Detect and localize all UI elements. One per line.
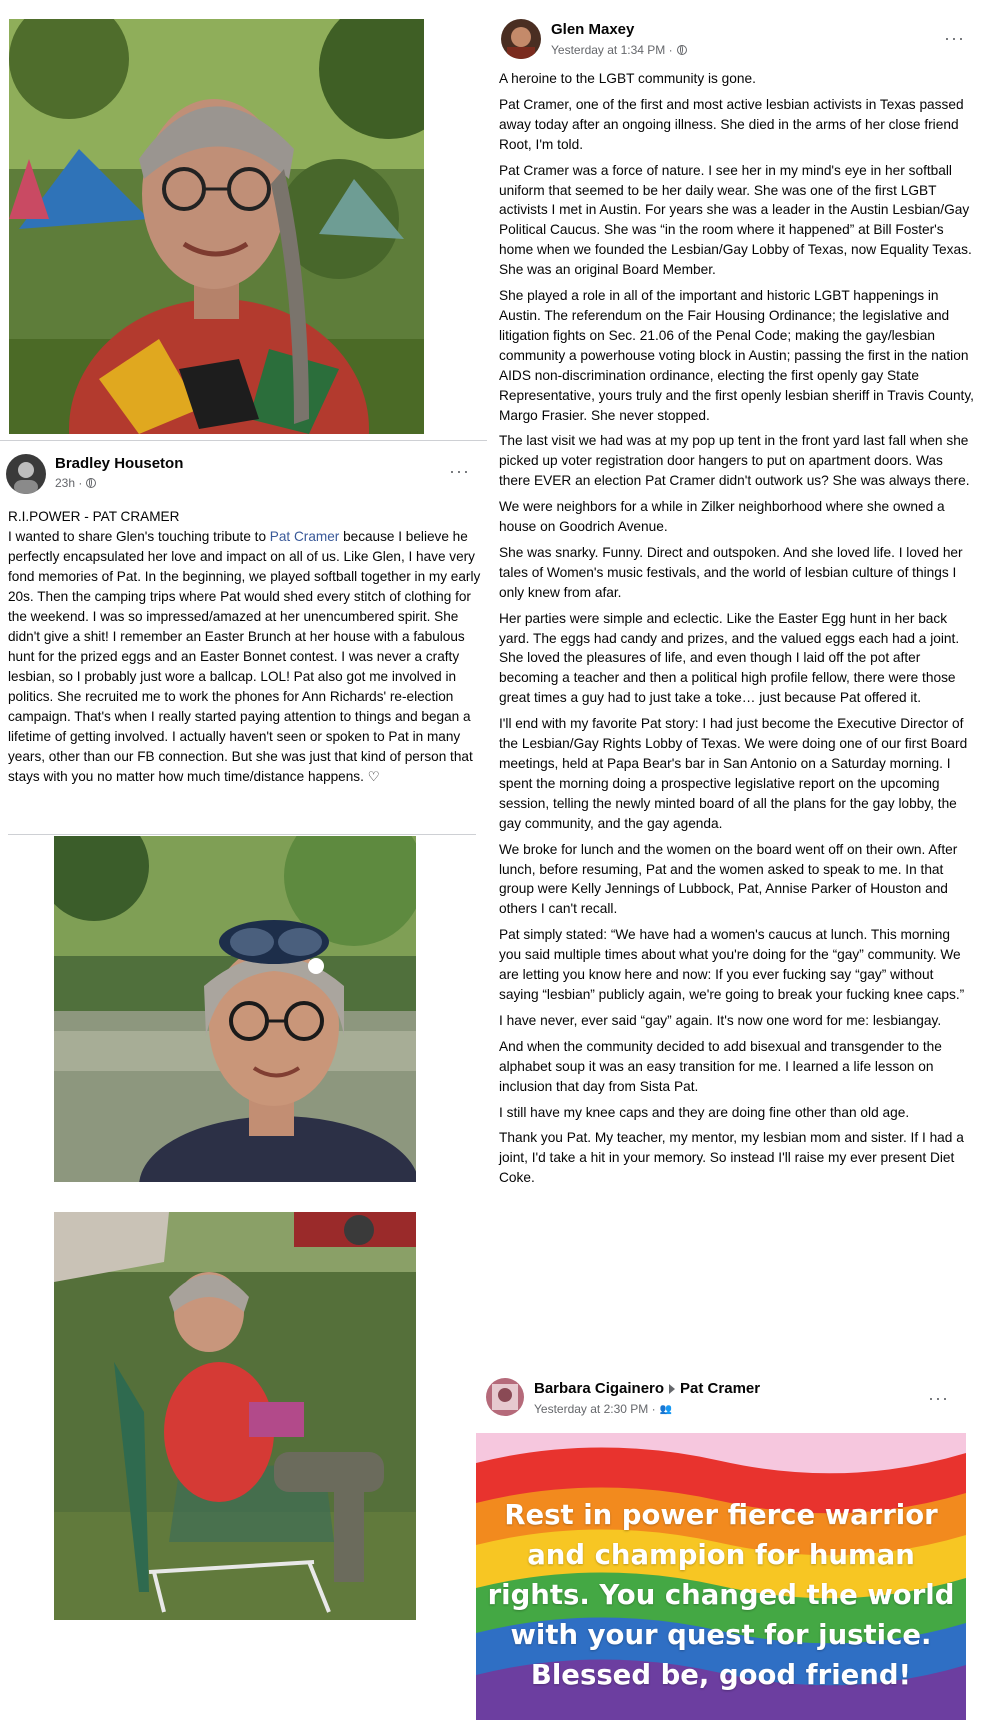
banner-line: rights. You changed the world <box>487 1579 955 1611</box>
author-avatar[interactable] <box>501 19 541 59</box>
photo-river-portrait[interactable] <box>54 836 416 1182</box>
post-text: I wanted to share Glen's touching tribute to Pat Cramer because I believe he perfectly encapsulated her love and impact on all of us. Like Glen, I have very fond memories of Pat. In the beginning, we played softball together in my early 20s. Then the camping trips where Pat would shed every stitch of clothing for the weekend. I was so impressed/amazed at her unencumbered spirit. She didn't give a shit! I remember an Easter Brunch at her house with a fabulous hunt for the prized eggs and an Easter Bonnet contest. I was never a crafty lesbian, so I probably just wore a ballcap. LOL! Pat also got me involved in politics. She recruited me to work the phones for Ann Richards' re-election campaign. That's when I really started paying attention to things and began a lifetime of getting involved. I actually haven't seen or spoken to Pat in many years, other than our FB connection. But she was just that kind of person that stays with you no matter how much time/distance happens. ♡ <box>8 529 481 784</box>
post-body <box>499 69 974 1194</box>
banner-line: Rest in power fierce warrior <box>504 1499 938 1531</box>
post-timestamp[interactable]: Yesterday at 1:34 PM · <box>551 43 673 57</box>
post-title-line: R.I.POWER - PAT CRAMER <box>8 509 180 524</box>
post-paragraph: Pat Cramer was a force of nature. I see her in my mind's eye in her softball uniform that seemed to be her daily wear. She was one of the first LGBT activists I met in Austin. For years she was a leader in the Austin Lesbian/Gay Political Caucus. She was “in the room where it happened” at Bill Foster's home when we founded the Lesbian/Gay Lobby of Texas, now Equality Texas. She was an original Board Member. <box>499 162 972 278</box>
post-paragraph: Pat Cramer, one of the first and most active lesbian activists in Texas passed away today after an ongoing illness. She died in the arms of her close friend Root, I'm told. <box>499 96 964 152</box>
banner-line: with your quest for justice. <box>510 1619 932 1651</box>
banner-caption <box>476 1495 966 1695</box>
post-meta <box>551 43 687 57</box>
post-meta <box>534 1402 672 1416</box>
photo-lawn-chair[interactable] <box>54 1212 416 1620</box>
post-author-name[interactable]: Bradley Houseton <box>55 455 184 472</box>
post-paragraph: I have never, ever said “gay” again. It's now one word for me: lesbiangay. <box>499 1012 942 1028</box>
globe-icon <box>86 478 96 488</box>
author-avatar[interactable] <box>6 454 46 494</box>
friends-icon: 👥 <box>659 1403 673 1415</box>
post-paragraph: She was snarky. Funny. Direct and outspoken. And she loved life. I loved her tales of Women's music festivals, and the world of lesbian culture of things I only knew from afar. <box>499 544 963 600</box>
post-paragraph: She played a role in all of the important and historic LGBT happenings in Austin. The referendum on the Fair Housing Ordinance; the legislative and litigation fights on Sec. 21.06 of the Penal Code; making the gay/lesbian community a powerhouse voting block in Austin; passing the first in the nation AIDS non-discrimination ordinance, electing the first openly gay State Representative, yours truly and the first openly lesbian sheriff in Travis County, Margo Frasier. She never stopped. <box>499 288 974 423</box>
post-paragraph: We were neighbors for a while in Zilker neighborhood where she owned a house on Goodrich Avenue. <box>499 499 945 535</box>
post-paragraph: And when the community decided to add bisexual and transgender to the alphabet soup it was an easy transition for me. I learned a life lesson on inclusion that day from Sista Pat. <box>499 1038 942 1094</box>
arrow-right-icon <box>669 1384 675 1394</box>
post-paragraph: The last visit we had was at my pop up tent in the front yard last fall when she picked up voter registration door hangers to put on apartment doors. Was there EVER an election Pat Cramer didn't outwork us? She was always there. <box>499 433 970 489</box>
banner-line: and champion for human <box>527 1539 915 1571</box>
post-paragraph: Her parties were simple and eclectic. Like the Easter Egg hunt in her back yard. The eggs had candy and prizes, and the valued eggs each had a joint. She loved the pleasures of life, and even though I laid off the pot after becoming a teacher and then a political high profile fellow, there were those great times a guy had to just take a toke… just because Pat offered it. <box>499 610 960 706</box>
divider-left-bottom <box>8 834 476 835</box>
post-paragraph: Thank you Pat. My teacher, my mentor, my lesbian mom and sister. If I had a joint, I'd take a hit in your memory. So instead I'll raise my ever present Diet Coke. <box>499 1130 964 1186</box>
post-author-name[interactable]: Glen Maxey <box>551 21 635 38</box>
post-timestamp[interactable]: 23h · <box>55 476 83 490</box>
more-options-icon[interactable]: ··· <box>449 461 470 481</box>
more-options-icon[interactable]: ··· <box>928 1388 949 1408</box>
mention-link[interactable]: Pat Cramer <box>269 529 340 544</box>
post-author-line <box>534 1380 760 1397</box>
photo-campsite-portrait[interactable] <box>9 19 424 434</box>
author-avatar[interactable] <box>486 1378 524 1416</box>
post-author-name[interactable]: Barbara Cigainero <box>534 1380 665 1397</box>
more-options-icon[interactable]: ··· <box>944 28 965 48</box>
divider-left-top <box>0 440 487 441</box>
post-meta <box>55 476 96 490</box>
post-paragraph: We broke for lunch and the women on the board went off on their own. After lunch, before resuming, Pat and the women asked to speak to me. In that group were Kelly Jennings of Lubbock, Pat, Annise Parker of Houston and others I can't recall. <box>499 841 958 917</box>
banner-line: Blessed be, good friend! <box>530 1659 912 1691</box>
post-timestamp[interactable]: Yesterday at 2:30 PM · <box>534 1402 656 1416</box>
post-paragraph: I'll end with my favorite Pat story: I had just become the Executive Director of the Lesbian/Gay Rights Lobby of Texas. We were doing one of our first Board meetings, held at Papa Bear's bar in San Antonio on a Saturday morning. I spent the morning doing a prospective legislative report on the upcoming session, telling the newly minted board of all the plans for the gay lobby, the gay community, and the gay agenda. <box>499 716 968 831</box>
post-paragraph: A heroine to the LGBT community is gone. <box>499 71 756 86</box>
post-paragraph: I still have my knee caps and they are doing fine other than old age. <box>499 1104 910 1120</box>
post-target-name[interactable]: Pat Cramer <box>680 1380 761 1397</box>
globe-icon <box>677 45 687 55</box>
post-paragraph: Pat simply stated: “We have had a women's caucus at lunch. This morning you said multiple times about what you're doing for the “gay” community. We are letting you know here and now: If you ever fucking say “gay” without saying “lesbian” publicly again, we're going to break your fucking knee caps.” <box>499 927 965 1002</box>
post-body <box>8 507 486 787</box>
